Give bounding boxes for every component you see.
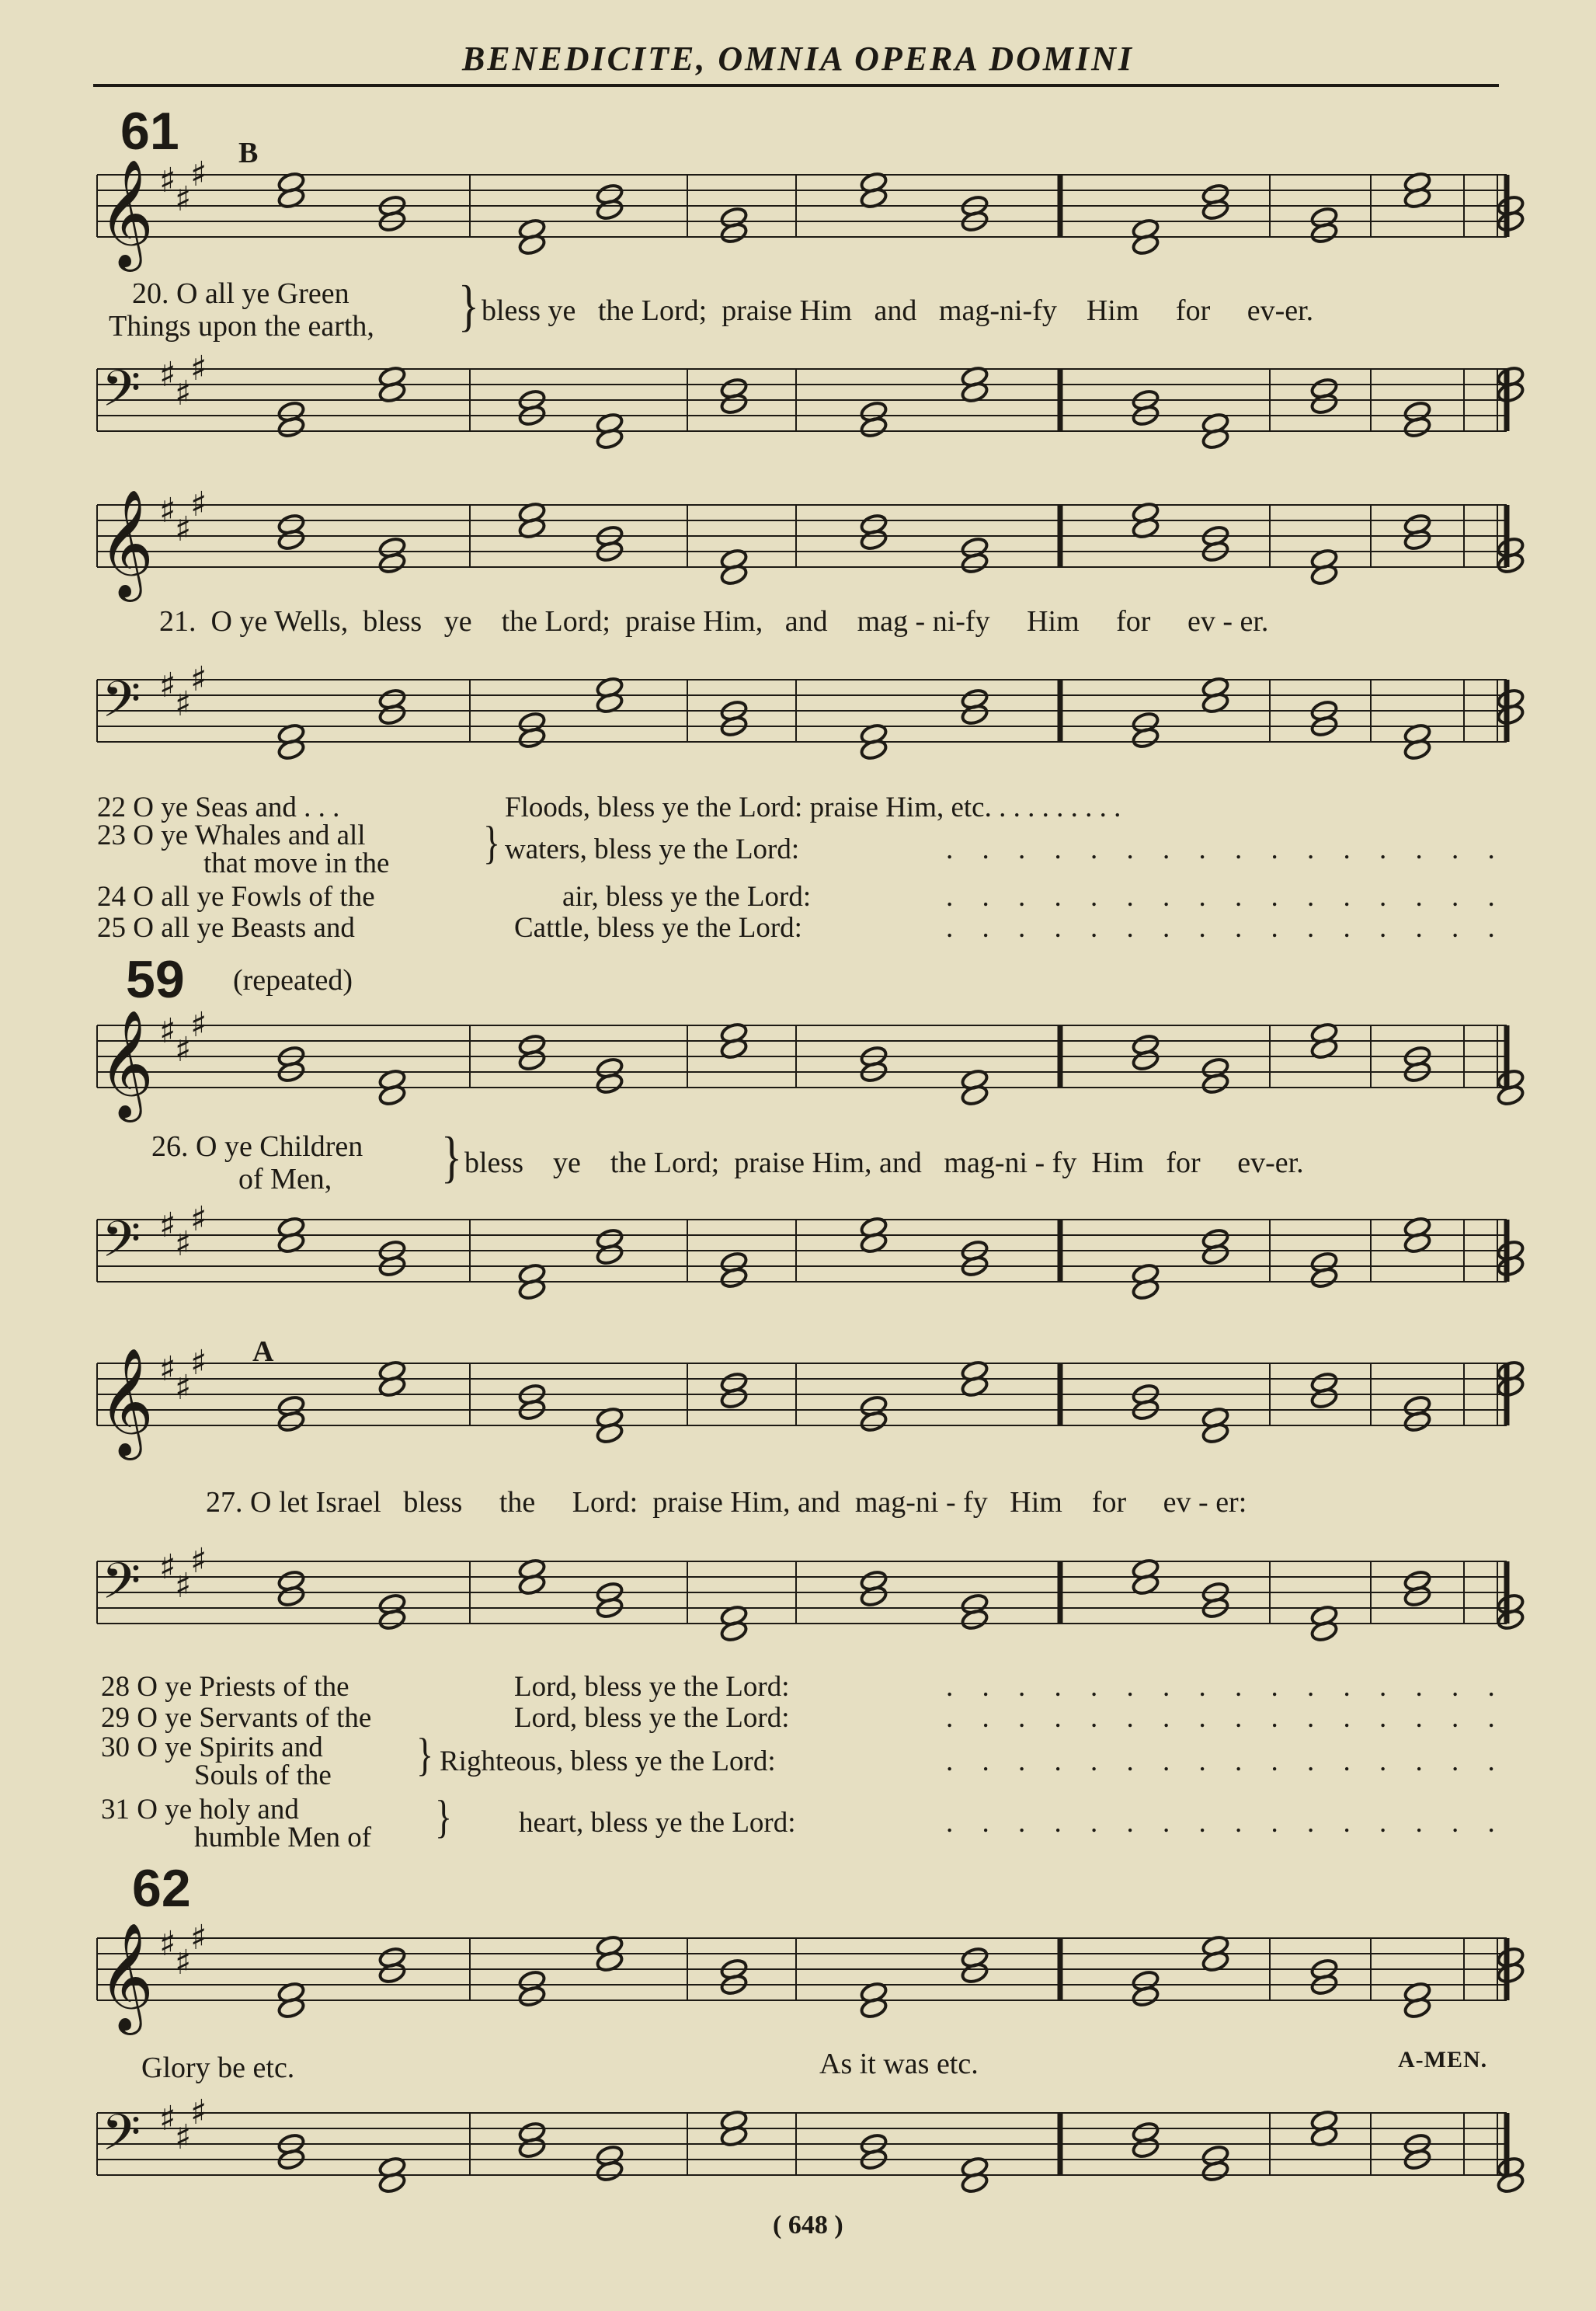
sharp-icon: ♯ (190, 660, 207, 699)
lyric-word: bless (464, 1147, 523, 1179)
verse-left: O ye Priests of the (137, 1671, 349, 1703)
bass-clef-icon: 𝄢 (102, 360, 141, 430)
verse-25 (97, 911, 355, 945)
sharp-icon: ♯ (190, 349, 207, 388)
sharp-icon: ♯ (190, 1199, 207, 1239)
sharp-icon: ♯ (159, 491, 176, 531)
sharp-icon: ♯ (175, 684, 192, 724)
dot-leader: . . . . . . . . . . . . . . . . (946, 1745, 1506, 1777)
treble-staff (97, 151, 1522, 291)
lyric-line-27 (206, 1485, 1247, 1519)
sharp-icon: ♯ (159, 2099, 176, 2139)
lyric-word: the Lord; (501, 605, 610, 638)
verse-31-right (519, 1806, 796, 1839)
sharp-icon: ♯ (159, 1547, 176, 1587)
sharp-icon: ♯ (175, 1943, 192, 1982)
repeat-note: (repeated) (233, 964, 353, 997)
lyric-word: for (1091, 1486, 1127, 1519)
verse-20-label-b: Things upon the earth, (109, 310, 374, 343)
lyric-word: ev-er. (1237, 1147, 1304, 1179)
sharp-icon: ♯ (175, 374, 192, 413)
verse-right: Floods, bless ye the Lord: (505, 792, 803, 823)
lyric-word: 27. O let Israel (206, 1486, 381, 1519)
verse-left: O all ye Beasts and (133, 912, 355, 944)
verse-right: Lord, bless ye the Lord: (514, 1702, 790, 1734)
verse-left: O all ye Fowls of the (133, 881, 375, 913)
lyric-word: Him (1091, 1147, 1144, 1179)
lyric-word: the Lord; (610, 1147, 720, 1179)
dot-leader: . . . . . . . . . . . . . . . . (946, 834, 1506, 865)
lyric-word: ev - er. (1187, 605, 1269, 638)
verse-number: 23 (97, 820, 126, 851)
treble-staff (97, 482, 1522, 621)
sharp-icon: ♯ (175, 2118, 192, 2157)
brace: } (458, 274, 479, 338)
chant-number-59: 59 (126, 950, 185, 1009)
verse-24 (97, 880, 375, 914)
sharp-icon: ♯ (175, 510, 192, 549)
bass-clef-icon: 𝄢 (102, 2104, 141, 2174)
verse-number: 22 (97, 792, 126, 823)
lyric-word: Lord: (572, 1486, 638, 1519)
treble-staff (97, 1340, 1522, 1480)
verse-left: that move in the (203, 847, 390, 879)
verse-left: O ye holy and (137, 1794, 299, 1825)
lyric-word: 21. (159, 605, 196, 638)
lyric-word: praise Him, and (734, 1147, 922, 1179)
sharp-icon: ♯ (190, 1005, 207, 1045)
sharp-icon: ♯ (190, 1918, 207, 1958)
brace: } (435, 1791, 453, 1843)
sharp-icon: ♯ (159, 1011, 176, 1051)
verse-29 (101, 1701, 371, 1735)
sharp-icon: ♯ (159, 1206, 176, 1245)
verse-number: 31 (101, 1794, 130, 1825)
lyric-word: for (1116, 605, 1151, 638)
chant-marker-a: A (252, 1335, 274, 1368)
dot-leader: . . . . . . . . . . . . . . . . (946, 1807, 1506, 1839)
lyric-word: ye (553, 1147, 581, 1179)
lyric-line-26 (464, 1146, 1304, 1180)
treble-clef-icon: 𝄞 (99, 1923, 154, 2031)
treble-clef-icon: 𝄞 (99, 1010, 154, 1118)
treble-clef-icon: 𝄞 (99, 1348, 154, 1456)
brace: } (441, 1126, 462, 1189)
dot-leader: . . . . . . . . . . . . . . . . (946, 1702, 1506, 1734)
brace: } (483, 816, 501, 868)
sharp-icon: ♯ (175, 1566, 192, 1606)
lyric-word: Him (1086, 294, 1139, 327)
sharp-icon: ♯ (175, 1224, 192, 1264)
lyric-word: praise Him (722, 294, 853, 327)
verse-number: 29 (101, 1702, 130, 1734)
lyric-word: mag-ni - fy (944, 1147, 1077, 1179)
verse-29-right (514, 1701, 790, 1735)
lyric-word: mag-ni-fy (938, 294, 1057, 327)
bass-staff (97, 346, 1522, 486)
verse-23 (97, 822, 389, 878)
verse-tail: praise Him, etc. . . . . . . . . . (809, 792, 1121, 823)
verse-left: O ye Spirits and (137, 1732, 323, 1763)
verse-left: humble Men of (194, 1822, 372, 1853)
lyric-word: bless (403, 1486, 463, 1519)
sharp-icon: ♯ (159, 1349, 176, 1389)
brace: } (416, 1728, 434, 1780)
verse-right: Lord, bless ye the Lord: (514, 1671, 790, 1703)
lyric-word: Him (1027, 605, 1080, 638)
verse-23-right (505, 833, 799, 866)
lyric-word: mag - ni-fy (857, 605, 990, 638)
bass-staff (97, 1538, 1522, 1678)
lyric-word: Him (1010, 1486, 1062, 1519)
verse-24-right (562, 880, 811, 914)
sharp-icon: ♯ (175, 1368, 192, 1408)
verse-left: O ye Servants of the (137, 1702, 372, 1734)
lyric-word: praise Him, (624, 605, 763, 638)
sharp-icon: ♯ (159, 666, 176, 705)
treble-staff (97, 1915, 1522, 2055)
header-rule (93, 84, 1499, 87)
lyric-word: and (784, 605, 828, 638)
verse-right: Righteous, bless ye the Lord: (440, 1745, 776, 1777)
verse-left: O ye Whales and all (133, 820, 366, 851)
lyric-word: for (1166, 1147, 1201, 1179)
sharp-icon: ♯ (190, 2093, 207, 2132)
page-number: ( 648 ) (773, 2211, 843, 2240)
chant-number-61: 61 (120, 102, 179, 161)
verse-right: heart, bless ye the Lord: (519, 1807, 796, 1839)
chant-marker-b: B (238, 137, 259, 169)
page-title: BENEDICITE, OMNIA OPERA DOMINI (461, 40, 1135, 78)
sharp-icon: ♯ (159, 355, 176, 395)
sharp-icon: ♯ (175, 179, 192, 219)
verse-number: 25 (97, 912, 126, 944)
bass-clef-icon: 𝄢 (102, 671, 141, 741)
lyric-as-it-was: As it was etc. (819, 2048, 979, 2080)
lyric-word: praise Him, and (652, 1486, 840, 1519)
verse-number: 30 (101, 1732, 130, 1763)
verse-left: Souls of the (194, 1759, 332, 1791)
sharp-icon: ♯ (159, 1924, 176, 1964)
verse-26-label-b: of Men, (238, 1163, 332, 1196)
lyric-word: for (1175, 294, 1211, 327)
sharp-icon: ♯ (190, 155, 207, 194)
sharp-icon: ♯ (190, 1343, 207, 1383)
dot-leader: . . . . . . . . . . . . . . . . (946, 1671, 1506, 1703)
lyric-word: bless (363, 605, 422, 638)
lyric-glory: Glory be etc. (141, 2052, 295, 2084)
bass-staff (97, 1196, 1522, 1336)
lyric-word: and (874, 294, 917, 327)
verse-25-right (514, 911, 802, 945)
lyric-line-20 (482, 294, 1313, 328)
bass-clef-icon: 𝄢 (102, 1553, 141, 1623)
sharp-icon: ♯ (190, 1541, 207, 1581)
lyric-word: the Lord; (597, 294, 708, 327)
treble-clef-icon: 𝄞 (99, 489, 154, 597)
bass-staff (97, 656, 1522, 796)
sharp-icon: ♯ (159, 161, 176, 200)
verse-number: 28 (101, 1671, 130, 1703)
verse-right: waters, bless ye the Lord: (505, 834, 800, 865)
bass-clef-icon: 𝄢 (102, 1211, 141, 1281)
chant-number-62: 62 (132, 1859, 191, 1918)
verse-31 (101, 1796, 371, 1852)
verse-number: 24 (97, 881, 126, 913)
sharp-icon: ♯ (175, 1030, 192, 1070)
verse-left: O ye Seas and . . . (133, 792, 340, 823)
lyric-word: ye (443, 605, 472, 638)
treble-clef-icon: 𝄞 (99, 159, 154, 267)
treble-staff (97, 1002, 1522, 1142)
verse-26-label-a: 26. O ye Children (151, 1130, 363, 1163)
bass-staff (97, 2090, 1522, 2229)
verse-right: Cattle, bless ye the Lord: (514, 912, 802, 944)
lyric-word: ev-er. (1247, 294, 1314, 327)
lyric-word: mag-ni - fy (854, 1486, 988, 1519)
lyric-word: the (499, 1486, 536, 1519)
lyric-word: O ye Wells, (210, 605, 349, 638)
verse-30 (101, 1734, 332, 1790)
lyric-word: bless ye (482, 294, 576, 327)
dot-leader: . . . . . . . . . . . . . . . . (946, 912, 1506, 944)
verse-30-right (440, 1745, 776, 1778)
verse-20-label-a: 20. O all ye Green (132, 277, 349, 310)
lyric-word: ev - er: (1163, 1486, 1247, 1519)
dot-leader: . . . . . . . . . . . . . . . . (946, 881, 1506, 913)
verse-right: air, bless ye the Lord: (562, 881, 812, 913)
sharp-icon: ♯ (190, 485, 207, 524)
lyric-amen: A-MEN. (1398, 2047, 1488, 2073)
